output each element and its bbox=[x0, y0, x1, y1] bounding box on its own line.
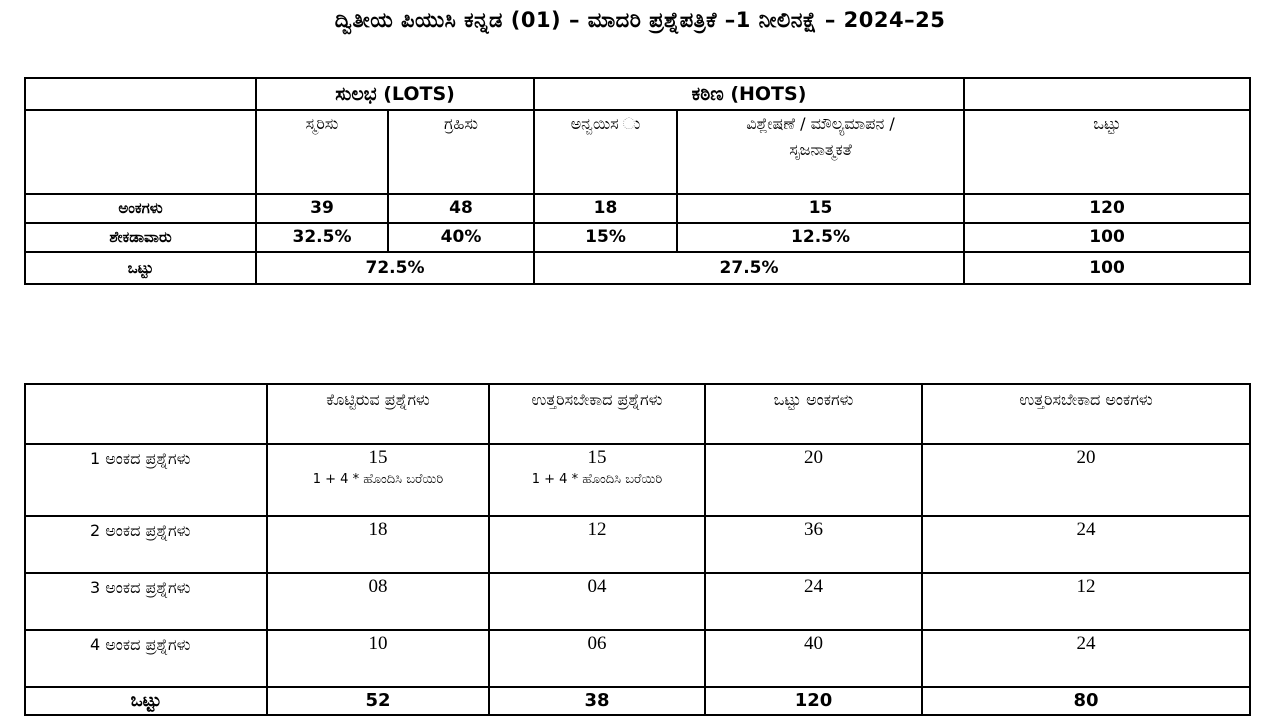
table-cell: 12 bbox=[922, 573, 1250, 630]
table-row bbox=[25, 444, 1250, 516]
header-marks-to-answer: ಉತ್ತರಿಸಬೇಕಾದ ಅಂಕಗಳು bbox=[922, 384, 1250, 444]
total-overall: 100 bbox=[964, 252, 1250, 284]
cell-note: 1 + 4 * ಹೊಂದಿಸಿ ಬರೆಯಿರಿ bbox=[312, 472, 444, 487]
row-label-total: ಒಟ್ಟು bbox=[25, 252, 256, 284]
table-row bbox=[25, 78, 1250, 110]
table-cell: 80 bbox=[922, 687, 1250, 715]
table-cell bbox=[267, 444, 489, 516]
table-cell: 40% bbox=[388, 223, 534, 252]
table-cell: 36 bbox=[705, 516, 922, 573]
row-label-total: ಒಟ್ಟು bbox=[25, 687, 267, 715]
table-cell: 39 bbox=[256, 194, 388, 223]
table-cell: 48 bbox=[388, 194, 534, 223]
subheader-analyse: ವಿಶ್ಲೇಷಣೆ / ಮೌಲ್ಯಮಾಪನ /ಸೃಜನಾತ್ಮಕತೆ bbox=[677, 110, 964, 194]
table-row bbox=[25, 630, 1250, 687]
table-row bbox=[25, 110, 1250, 194]
total-hots: 27.5% bbox=[534, 252, 964, 284]
table-cell: 04 bbox=[489, 573, 705, 630]
group-header-hots: ಕಠಿಣ (HOTS) bbox=[534, 78, 964, 110]
subheader-total: ಒಟ್ಟು bbox=[964, 110, 1250, 194]
table-cell: 40 bbox=[705, 630, 922, 687]
table-cell: 18 bbox=[534, 194, 677, 223]
table-row bbox=[25, 223, 1250, 252]
row-label-marks: ಅಂಕಗಳು bbox=[25, 194, 256, 223]
table-cell: 38 bbox=[489, 687, 705, 715]
table-cell: 20 bbox=[705, 444, 922, 516]
table-cell: 24 bbox=[922, 516, 1250, 573]
page-title: ದ್ವಿತೀಯ ಪಿಯುಸಿ ಕನ್ನಡ (01) – ಮಾದರಿ ಪ್ರಶ್ನೆಪತ್ರಿಕೆ –1 ನೀಲಿನಕ್ಷೆ – 2024–25 bbox=[334, 8, 946, 32]
group-header-lots: ಸುಲಭ (LOTS) bbox=[256, 78, 534, 110]
cell-value: 15 bbox=[587, 447, 607, 468]
row-label-1-mark: 1 ಅಂಕದ ಪ್ರಶ್ನೆಗಳು bbox=[25, 444, 267, 516]
table-cell: 08 bbox=[267, 573, 489, 630]
table-cell: 52 bbox=[267, 687, 489, 715]
question-distribution-table bbox=[24, 383, 1251, 716]
row-label-4-mark: 4 ಅಂಕದ ಪ್ರಶ್ನೆಗಳು bbox=[25, 630, 267, 687]
table-cell: 24 bbox=[922, 630, 1250, 687]
table-cell-empty bbox=[964, 78, 1250, 110]
table-cell bbox=[489, 444, 705, 516]
table-cell: 12.5% bbox=[677, 223, 964, 252]
table-cell: 15% bbox=[534, 223, 677, 252]
row-label-percentage: ಶೇಕಡಾವಾರು bbox=[25, 223, 256, 252]
table-cell-empty bbox=[25, 384, 267, 444]
table-cell: 20 bbox=[922, 444, 1250, 516]
table-row bbox=[25, 573, 1250, 630]
row-label-3-mark: 3 ಅಂಕದ ಪ್ರಶ್ನೆಗಳು bbox=[25, 573, 267, 630]
header-questions-to-answer: ಉತ್ತರಿಸಬೇಕಾದ ಪ್ರಶ್ನೆಗಳು bbox=[489, 384, 705, 444]
table-cell-empty bbox=[25, 110, 256, 194]
table-cell: 32.5% bbox=[256, 223, 388, 252]
header-total-marks: ಒಟ್ಟು ಅಂಕಗಳು bbox=[705, 384, 922, 444]
table-row bbox=[25, 252, 1250, 284]
blueprint-table bbox=[24, 77, 1251, 285]
table-cell: 24 bbox=[705, 573, 922, 630]
table-cell: 12 bbox=[489, 516, 705, 573]
subheader-understand: ಗ್ರಹಿಸು bbox=[388, 110, 534, 194]
cell-value: 15 bbox=[368, 447, 388, 468]
header-given-questions: ಕೊಟ್ಟಿರುವ ಪ್ರಶ್ನೆಗಳು bbox=[267, 384, 489, 444]
total-lots: 72.5% bbox=[256, 252, 534, 284]
table-row bbox=[25, 384, 1250, 444]
subheader-remember: ಸ್ಮರಿಸು bbox=[256, 110, 388, 194]
table-cell: 100 bbox=[964, 223, 1250, 252]
table-cell: 15 bbox=[677, 194, 964, 223]
table-row bbox=[25, 516, 1250, 573]
row-label-2-mark: 2 ಅಂಕದ ಪ್ರಶ್ನೆಗಳು bbox=[25, 516, 267, 573]
table-cell: 10 bbox=[267, 630, 489, 687]
table-cell-empty bbox=[25, 78, 256, 110]
table-row bbox=[25, 687, 1250, 715]
table-cell: 18 bbox=[267, 516, 489, 573]
cell-note: 1 + 4 * ಹೊಂದಿಸಿ ಬರೆಯಿರಿ bbox=[531, 472, 663, 487]
table-cell: 06 bbox=[489, 630, 705, 687]
table-cell: 120 bbox=[705, 687, 922, 715]
table-row bbox=[25, 194, 1250, 223]
subheader-apply: ಅನ್ವಯಿಸ ು bbox=[534, 110, 677, 194]
table-cell: 120 bbox=[964, 194, 1250, 223]
